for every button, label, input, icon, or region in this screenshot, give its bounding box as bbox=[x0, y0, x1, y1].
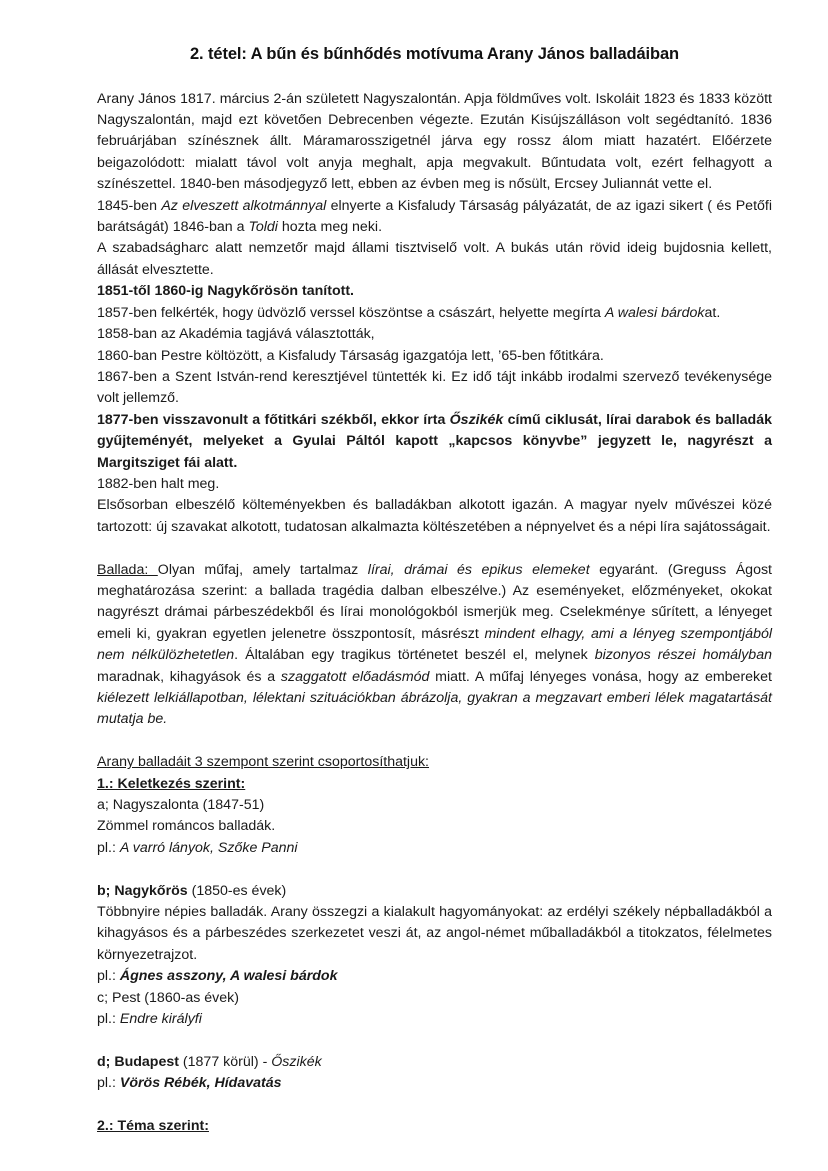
text-run: bizonyos részei homályban bbox=[594, 647, 772, 664]
paragraph-bio-5 bbox=[97, 303, 772, 324]
paragraph-group-1d-ex bbox=[97, 1073, 772, 1094]
text-run: mindent elhagy, ami a lényeg szempontjából nem nélkülözhetetlen bbox=[97, 625, 776, 664]
text-run: Vörös Rébék, Hídavatás bbox=[119, 1075, 282, 1092]
text-run: 1845-ben bbox=[97, 197, 162, 214]
text-run: Őszikék bbox=[271, 1053, 322, 1070]
paragraph-bio-2 bbox=[97, 196, 776, 239]
text-run: pl.: bbox=[97, 1011, 120, 1028]
text-run: kiélezett lelkiállapotban, lélektani szituációkban ábrázolja, gyakran a megzavart emberi lélek magatartását mutatja be. bbox=[97, 689, 776, 728]
paragraph-bio-9 bbox=[97, 410, 776, 474]
paragraph-bio-7 bbox=[97, 346, 772, 367]
text-run: a; Nagyszalonta (1847-51) bbox=[97, 797, 265, 813]
text-run: hozta meg neki. bbox=[277, 219, 383, 236]
text-run: 1851-től 1860-ig Nagykőrösön tanított. bbox=[97, 283, 355, 300]
text-run: 1858-ban az Akadémia tagjává választották, bbox=[97, 326, 375, 343]
paragraph-group-1c bbox=[97, 988, 772, 1009]
paragraph-group-1b bbox=[97, 881, 772, 902]
document-body bbox=[97, 89, 776, 1138]
paragraph-bio-8 bbox=[97, 367, 776, 410]
paragraph-group-1c-ex bbox=[97, 1009, 772, 1030]
paragraph-bio-4 bbox=[97, 281, 772, 302]
paragraph-bio-11 bbox=[97, 495, 776, 538]
text-run: lírai, drámai és epikus elemeket bbox=[367, 561, 590, 578]
text-run: című ciklusát, lírai darabok és balladák gyűjteményét, melyeket a Gyulai Páltól kapott „kapcsos könyvbe” jegyzett le, nagyrészt a Margitsziget fái alatt. bbox=[97, 411, 776, 471]
paragraph-groups-intro bbox=[97, 752, 772, 773]
paragraph-group-1a-desc bbox=[97, 816, 772, 837]
text-run: . Általában egy tragikus történetet beszél el, melynek bbox=[234, 647, 595, 664]
text-run: A walesi bárdok bbox=[604, 304, 705, 321]
text-run: Többnyire népies balladák. Arany összegzi a kialakult hagyományokat: az erdélyi székely népballadákból a kihagyásos és a párbeszédes szerkezetet veszi át, az angol-német műballadákból a titokzatos, félelmetes környezetrajzot. bbox=[97, 904, 776, 963]
text-run: 2.: Téma szerint: bbox=[97, 1118, 209, 1135]
paragraph-bio-10 bbox=[97, 474, 772, 495]
text-run: 1867-ben a Szent István-rend keresztjével tüntették ki. Ez idő tájt inkább irodalmi szervező tevékenysége volt jellemző. bbox=[97, 368, 776, 407]
text-run: (1877 körül) - bbox=[178, 1053, 272, 1070]
text-run: egyaránt. (Greguss Ágost meghatározása szerint: a ballada tragédia dalban elbeszélve.) Az eseményeket, előzményeket, okokat nagyrészt drámai párbeszédekből és lírai monológokból ismerjük meg. Cselekménye sűrített, a lényeget emeli ki, gyakran egyetlen jelenetre összpontosít, másrészt bbox=[97, 561, 776, 642]
text-run: miatt. A műfaj lényeges vonása, hogy az embereket bbox=[429, 668, 776, 685]
text-run: Ballada: bbox=[97, 561, 158, 578]
text-run: Ágnes asszony, A walesi bárdok bbox=[119, 968, 338, 985]
text-run: pl.: bbox=[97, 839, 120, 856]
text-run: Endre királyfi bbox=[119, 1011, 202, 1028]
text-run: 1882-ben halt meg. bbox=[97, 475, 220, 492]
text-run: maradnak, kihagyások és a bbox=[97, 647, 776, 685]
paragraph-bio-1 bbox=[97, 89, 776, 196]
paragraph-group-2-head bbox=[97, 1116, 772, 1137]
paragraph-ballada-def bbox=[97, 560, 776, 731]
text-run: c; Pest (1860-as évek) bbox=[97, 989, 239, 1006]
text-run: Az elveszett alkotmánnyal bbox=[161, 197, 327, 214]
paragraph-group-1a bbox=[97, 795, 772, 816]
paragraph-group-1-head bbox=[97, 774, 772, 795]
paragraph-group-1b-desc bbox=[97, 902, 776, 966]
text-run: pl.: bbox=[97, 968, 120, 985]
text-run: pl.: bbox=[97, 1075, 120, 1092]
paragraph-bio-6 bbox=[97, 324, 772, 345]
text-run: Őszikék bbox=[449, 411, 504, 428]
page-title: 2. tétel: A bűn és bűnhődés motívuma Arany János balladáiban bbox=[189, 45, 680, 63]
text-run: b; Nagykőrös bbox=[97, 882, 188, 899]
text-run: A varró lányok, Szőke Panni bbox=[119, 839, 298, 856]
paragraph-bio-3 bbox=[97, 238, 776, 281]
text-run: d; Budapest bbox=[97, 1053, 179, 1070]
text-run: 1.: Keletkezés szerint: bbox=[97, 775, 246, 792]
text-run: 1877-ben visszavonult a főtitkári székből, ekkor írta bbox=[97, 411, 450, 428]
paragraph-group-1a-ex bbox=[97, 838, 772, 859]
paragraph-group-1b-ex bbox=[97, 966, 772, 987]
text-run: 1860-ban Pestre költözött, a Kisfaludy Társaság igazgatója lett, ’65-ben főtitkára. bbox=[97, 347, 604, 364]
text-run: Elsősorban elbeszélő költeményekben és balladákban alkotott igazán. A magyar nyelv művészei közé tartozott: új szavakat alkotott, tudatosan alkalmazta költészetében a népnyelvet és a népi líra sajátosságait. bbox=[97, 497, 776, 535]
text-run: Olyan műfaj, amely tartalmaz bbox=[157, 561, 368, 578]
text-run: Arany balladáit 3 szempont szerint csoportosíthatjuk: bbox=[97, 754, 429, 771]
text-run: Zömmel románcos balladák. bbox=[97, 818, 276, 835]
text-run: 1857-ben felkérték, hogy üdvözlő verssel köszöntse a császárt, helyette megírta bbox=[97, 304, 605, 321]
text-run: at. bbox=[704, 304, 721, 321]
text-run: elnyerte a Kisfaludy Társaság pályázatát, de az igazi sikert ( és Petőfi barátságát) 1846-ban a bbox=[97, 197, 776, 236]
text-run: Arany János 1817. március 2-án született Nagyszalontán. Apja földműves volt. Iskoláit 1823 és 1833 között Nagyszalontán, majd ezt követően Debrecenben végezte. Ezután Kisújszálláson volt segédtanító. 1836 februárjában színésznek állt. Máramarosszigetnél járva egy rossz álom miatt hazatért. Előérzete beigazolódott: mialatt távol volt anyja meghalt, apja megvakult. Bűntudata volt, ezért felhagyott a színészettel. 1840-ben másodjegyző lett, ebben az évben meg is nősült, Ercsey Juliannát vette el. bbox=[97, 90, 776, 193]
text-run: (1850-es évek) bbox=[187, 882, 287, 899]
text-run: A szabadságharc alatt nemzetőr majd állami tisztviselő volt. A bukás után rövid ideig bujdosnia kellett, állását elvesztette. bbox=[97, 240, 776, 278]
text-run: Toldi bbox=[248, 219, 278, 236]
paragraph-group-1d bbox=[97, 1052, 772, 1073]
text-run: szaggatott előadásmód bbox=[280, 668, 430, 685]
